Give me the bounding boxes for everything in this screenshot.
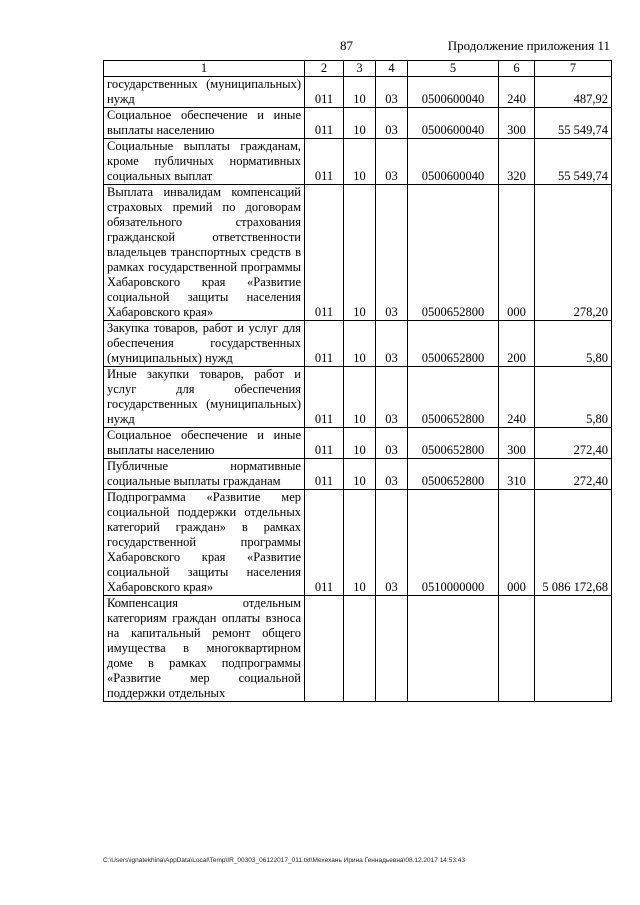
amount-cell: 55 549,74	[535, 108, 612, 139]
target-article-cell: 0500652800	[408, 459, 499, 490]
table-row	[104, 459, 612, 490]
subsection-cell: 03	[376, 428, 408, 459]
grbs-code-cell	[305, 596, 344, 702]
table-row	[104, 367, 612, 428]
amount-cell: 55 549,74	[535, 139, 612, 185]
table-row	[104, 428, 612, 459]
grbs-code-cell: 011	[305, 321, 344, 367]
section-cell: 10	[344, 185, 376, 321]
row-name-cell: Социальное обеспечение и иные выплаты населению	[104, 108, 305, 139]
expense-type-cell: 200	[499, 321, 535, 367]
table-header-row	[104, 61, 612, 77]
expense-type-cell: 000	[499, 490, 535, 596]
expense-type-cell: 000	[499, 185, 535, 321]
section-cell: 10	[344, 139, 376, 185]
section-cell: 10	[344, 490, 376, 596]
amount-cell: 272,40	[535, 459, 612, 490]
row-name-cell: государственных (муниципальных) нужд	[104, 77, 305, 108]
table-row	[104, 77, 612, 108]
subsection-cell: 03	[376, 321, 408, 367]
target-article-cell: 0500652800	[408, 367, 499, 428]
table-row	[104, 490, 612, 596]
amount-cell: 272,40	[535, 428, 612, 459]
grbs-code-cell: 011	[305, 108, 344, 139]
row-name-cell: Социальные выплаты гражданам, кроме публичных нормативных социальных выплат	[104, 139, 305, 185]
subsection-cell: 03	[376, 139, 408, 185]
table-row	[104, 185, 612, 321]
target-article-cell: 0500600040	[408, 77, 499, 108]
table-row	[104, 321, 612, 367]
amount-cell: 5,80	[535, 321, 612, 367]
row-name-cell: Социальное обеспечение и иные выплаты населению	[104, 428, 305, 459]
row-name-cell: Публичные нормативные социальные выплаты гражданам	[104, 459, 305, 490]
amount-cell: 5,80	[535, 367, 612, 428]
table-row	[104, 108, 612, 139]
section-cell	[344, 596, 376, 702]
row-name-cell: Компенсация отдельным категориям граждан оплаты взноса на капитальный ремонт общего имущества в многоквартирном доме в рамках подпрограммы «Развитие мер социальной поддержки отдельных	[104, 596, 305, 702]
amount-cell: 278,20	[535, 185, 612, 321]
subsection-cell: 03	[376, 490, 408, 596]
section-cell: 10	[344, 321, 376, 367]
column-header: 6	[499, 61, 535, 77]
row-name-cell: Закупка товаров, работ и услуг для обеспечения государственных (муниципальных) нужд	[104, 321, 305, 367]
amount-cell	[535, 596, 612, 702]
expense-type-cell: 320	[499, 139, 535, 185]
subsection-cell: 03	[376, 185, 408, 321]
continuation-label: Продолжение приложения 11	[447, 38, 610, 53]
file-path-footer: C:\Users\ignatekhina\AppData\Local\Temp\IR_00303_06122017_011.txt\Мехехань Ирина Геннадьевна\08.12.2017 14:53:43	[103, 857, 465, 864]
section-cell: 10	[344, 108, 376, 139]
subsection-cell	[376, 596, 408, 702]
grbs-code-cell: 011	[305, 490, 344, 596]
expense-type-cell	[499, 596, 535, 702]
column-header: 7	[535, 61, 612, 77]
column-header: 1	[104, 61, 305, 77]
expense-type-cell: 300	[499, 108, 535, 139]
amount-cell: 5 086 172,68	[535, 490, 612, 596]
target-article-cell: 0510000000	[408, 490, 499, 596]
subsection-cell: 03	[376, 367, 408, 428]
target-article-cell: 0500600040	[408, 139, 499, 185]
table-row	[104, 596, 612, 702]
row-name-cell: Выплата инвалидам компенсаций страховых премий по договорам обязательного страхования гражданской ответственности владельцев транспортных средств в рамках государственной программы Хабаровского края «Развитие социальной защиты населения Хабаровского края»	[104, 185, 305, 321]
expense-type-cell: 240	[499, 77, 535, 108]
amount-cell: 487,92	[535, 77, 612, 108]
row-name-cell: Иные закупки товаров, работ и услуг для обеспечения государственных (муниципальных) нужд	[104, 367, 305, 428]
subsection-cell: 03	[376, 108, 408, 139]
subsection-cell: 03	[376, 77, 408, 108]
table-body	[104, 77, 612, 702]
table-row	[104, 139, 612, 185]
grbs-code-cell: 011	[305, 459, 344, 490]
column-header: 3	[344, 61, 376, 77]
target-article-cell: 0500652800	[408, 321, 499, 367]
expense-type-cell: 300	[499, 428, 535, 459]
column-header: 5	[408, 61, 499, 77]
section-cell: 10	[344, 428, 376, 459]
target-article-cell: 0500652800	[408, 428, 499, 459]
page-number: 87	[340, 38, 353, 53]
budget-table	[103, 60, 612, 702]
section-cell: 10	[344, 367, 376, 428]
expense-type-cell: 310	[499, 459, 535, 490]
grbs-code-cell: 011	[305, 428, 344, 459]
row-name-cell: Подпрограмма «Развитие мер социальной поддержки отдельных категорий граждан» в рамках государственной программы Хабаровского края «Развитие социальной защиты населения Хабаровского края»	[104, 490, 305, 596]
section-cell: 10	[344, 459, 376, 490]
grbs-code-cell: 011	[305, 367, 344, 428]
section-cell: 10	[344, 77, 376, 108]
expense-type-cell: 240	[499, 367, 535, 428]
grbs-code-cell: 011	[305, 139, 344, 185]
column-header: 2	[305, 61, 344, 77]
subsection-cell: 03	[376, 459, 408, 490]
grbs-code-cell: 011	[305, 185, 344, 321]
grbs-code-cell: 011	[305, 77, 344, 108]
target-article-cell	[408, 596, 499, 702]
column-header: 4	[376, 61, 408, 77]
target-article-cell: 0500652800	[408, 185, 499, 321]
target-article-cell: 0500600040	[408, 108, 499, 139]
